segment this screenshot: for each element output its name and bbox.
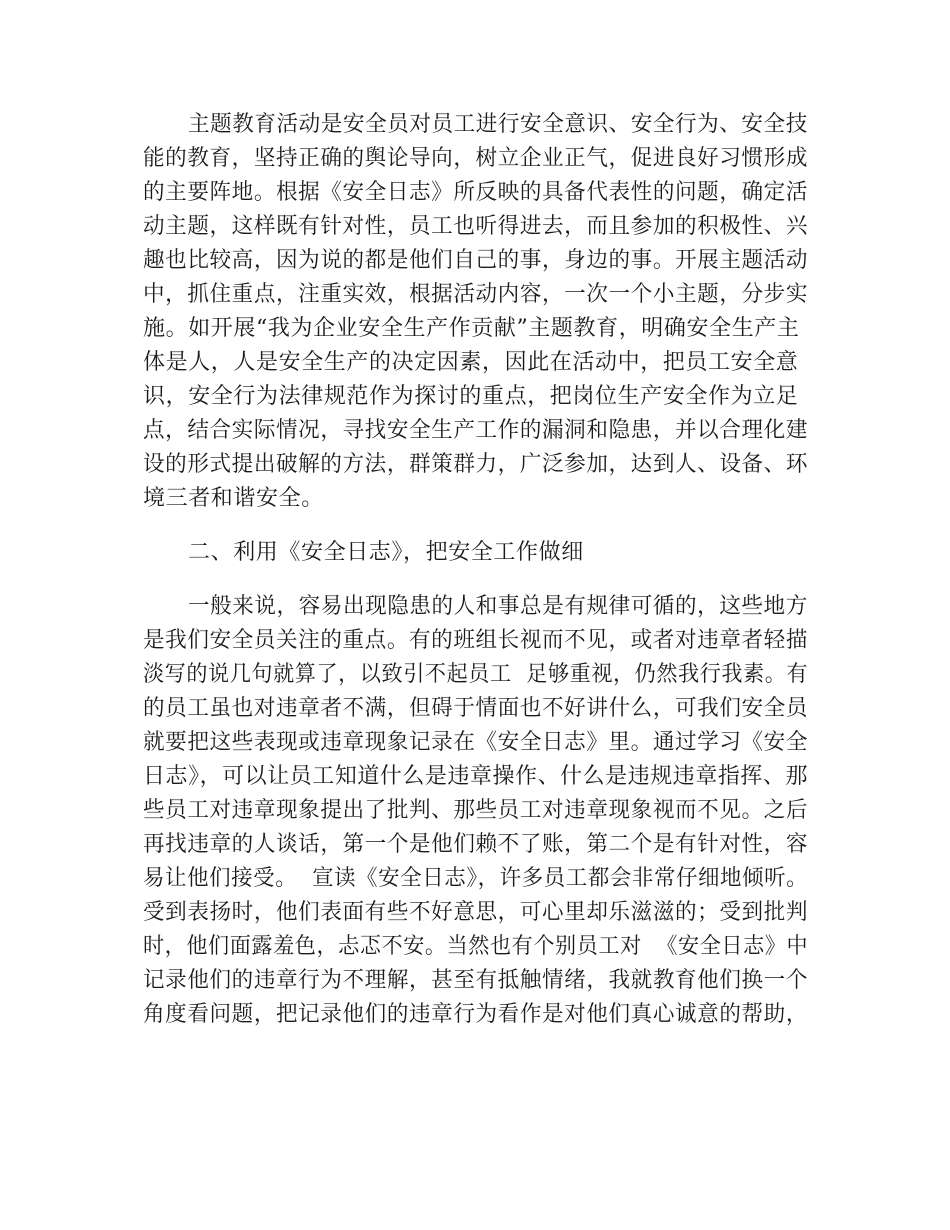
paragraph-1-line: 境三者和谐安全。 (143, 486, 324, 511)
paragraph-1-line: 主题教育活动是安全员对员工进行安全意识、安全行为、安全技 (188, 112, 808, 137)
paragraph-2-line: 些员工对违章现象提出了批判、那些员工对违章现象视而不见。之后 (143, 798, 808, 823)
paragraph-2-line: 时，他们面露羞色，忐忑不安。当然也有个别员工对 《安全日志》中 (143, 934, 809, 959)
paragraph-2-line: 记录他们的违章行为不理解，甚至有抵触情绪，我就教育他们换一个 (143, 968, 808, 993)
paragraph-2-line: 一般来说，容易出现隐患的人和事总是有规律可循的，这些地方 (188, 594, 808, 619)
paragraph-1-line: 设的形式提出破解的方法，群策群力，广泛参加，达到人、设备、环 (143, 452, 808, 477)
paragraph-2-line: 角度看问题，把记录他们的违章行为看作是对他们真心诚意的帮助， (143, 1002, 808, 1027)
paragraph-2-line: 就要把这些表现或违章现象记录在《安全日志》里。通过学习《安全 (143, 730, 808, 755)
paragraph-2-line: 受到表扬时，他们表面有些不好意思，可心里却乐滋滋的；受到批判 (143, 900, 808, 925)
paragraph-1-line: 施。如开展“我为企业安全生产作贡献”主题教育，明确安全生产主 (143, 316, 800, 341)
paragraph-2-line: 日志》，可以让员工知道什么是违章操作、什么是违规违章指挥、那 (143, 764, 809, 789)
paragraph-2-line: 易让他们接受。 宣读《安全日志》，许多员工都会非常仔细地倾听。 (143, 866, 809, 891)
paragraph-2-line: 淡写的说几句就算了，以致引不起员工 足够重视，仍然我行我素。有 (143, 662, 809, 687)
paragraph-2-line: 再找违章的人谈话，第一个是他们赖不了账，第二个是有针对性，容 (143, 832, 808, 857)
paragraph-1-line: 趣也比较高，因为说的都是他们自己的事，身边的事。开展主题活动 (143, 248, 808, 273)
paragraph-1-line: 能的教育，坚持正确的舆论导向，树立企业正气，促进良好习惯形成 (143, 146, 808, 171)
paragraph-1-line: 识，安全行为法律规范作为探讨的重点，把岗位生产安全作为立足 (143, 384, 799, 409)
paragraph-2-line: 的员工虽也对违章者不满，但碍于情面也不好讲什么，可我们安全员 (143, 696, 808, 721)
paragraph-2-line: 是我们安全员关注的重点。有的班组长视而不见，或者对违章者轻描 (143, 628, 808, 653)
paragraph-1-line: 中，抓住重点，注重实效，根据活动内容，一次一个小主题，分步实 (143, 282, 808, 307)
paragraph-1-line: 的主要阵地。根据《安全日志》所反映的具备代表性的问题，确定活 (143, 180, 808, 205)
paragraph-1-line: 点，结合实际情况，寻找安全生产工作的漏洞和隐患，并以合理化建 (143, 418, 808, 443)
paragraph-1-line: 体是人，人是安全生产的决定因素，因此在活动中，把员工安全意 (143, 350, 799, 375)
paragraph-1-line: 动主题，这样既有针对性，员工也听得进去，而且参加的积极性、兴 (143, 214, 808, 239)
section-heading: 二、利用《安全日志》，把安全工作做细 (188, 540, 584, 565)
